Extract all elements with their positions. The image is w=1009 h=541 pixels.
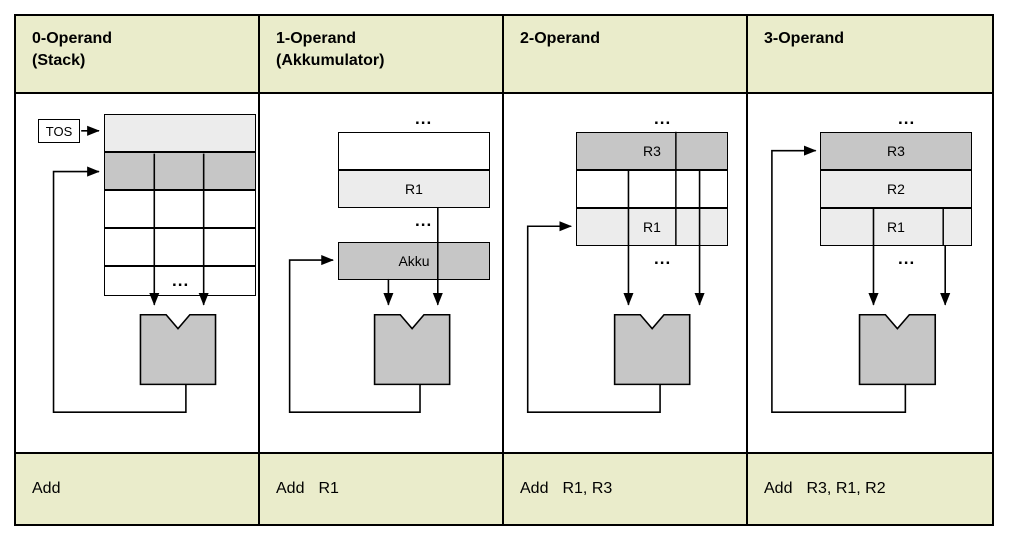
instruction-args: R1, R3 (562, 480, 613, 497)
header-cell-zero-operand (16, 16, 260, 92)
register-slot-r1: R1 (338, 170, 490, 208)
instruction-op: Add (32, 480, 61, 497)
table-diagram-row (16, 94, 992, 454)
three-operand-connectors (748, 94, 992, 452)
header-cell-two-operand (504, 16, 748, 92)
register-dots-top: ... (654, 109, 672, 128)
two-operand-connectors (504, 94, 746, 452)
two-operand-diagram (504, 94, 746, 452)
instruction-cell-two-operand (504, 454, 748, 524)
diagram-cell-one-operand (260, 94, 504, 452)
register-slot-r1: R1 (576, 208, 728, 246)
stack-connectors (16, 94, 258, 452)
instruction-cell-zero-operand (16, 454, 260, 524)
register-slot-r1: R1 (820, 208, 972, 246)
header-line2: (Stack) (32, 51, 86, 69)
instruction-args: R3, R1, R2 (806, 480, 886, 497)
register-slot-r3: R3 (576, 132, 728, 170)
instruction-op: Add (520, 480, 549, 497)
header-line1: 1-Operand (276, 30, 357, 47)
register-dots-top: ... (898, 109, 916, 128)
table-instruction-row (16, 454, 992, 524)
register-slot-r3: R3 (820, 132, 972, 170)
register-dots-top: ... (415, 109, 433, 128)
accumulator-connectors (260, 94, 502, 452)
three-operand-diagram (748, 94, 992, 452)
accumulator-box: Akku (338, 242, 490, 280)
tos-label: TOS (38, 119, 80, 143)
diagram-cell-three-operand (748, 94, 992, 452)
register-dots-bottom: ... (654, 249, 672, 268)
stack-dots: ... (172, 271, 190, 290)
table-header-row (16, 16, 992, 94)
accumulator-diagram (260, 94, 502, 452)
operand-comparison-table (14, 14, 994, 526)
instruction-op: Add (764, 480, 793, 497)
stack-diagram (16, 94, 258, 452)
header-line2: (Akkumulator) (276, 51, 385, 69)
instruction-cell-one-operand (260, 454, 504, 524)
header-line1: 2-Operand (520, 30, 601, 47)
instruction-cell-three-operand (748, 454, 992, 524)
header-line1: 3-Operand (764, 30, 845, 47)
diagram-cell-two-operand (504, 94, 748, 452)
register-slot-r2: R2 (820, 170, 972, 208)
register-dots-bottom: ... (898, 249, 916, 268)
header-line1: 0-Operand (32, 30, 113, 47)
instruction-args: R1 (318, 480, 339, 497)
header-cell-three-operand (748, 16, 992, 92)
header-cell-one-operand (260, 16, 504, 92)
register-dots-mid: ... (415, 211, 433, 230)
instruction-op: Add (276, 480, 305, 497)
diagram-cell-zero-operand (16, 94, 260, 452)
